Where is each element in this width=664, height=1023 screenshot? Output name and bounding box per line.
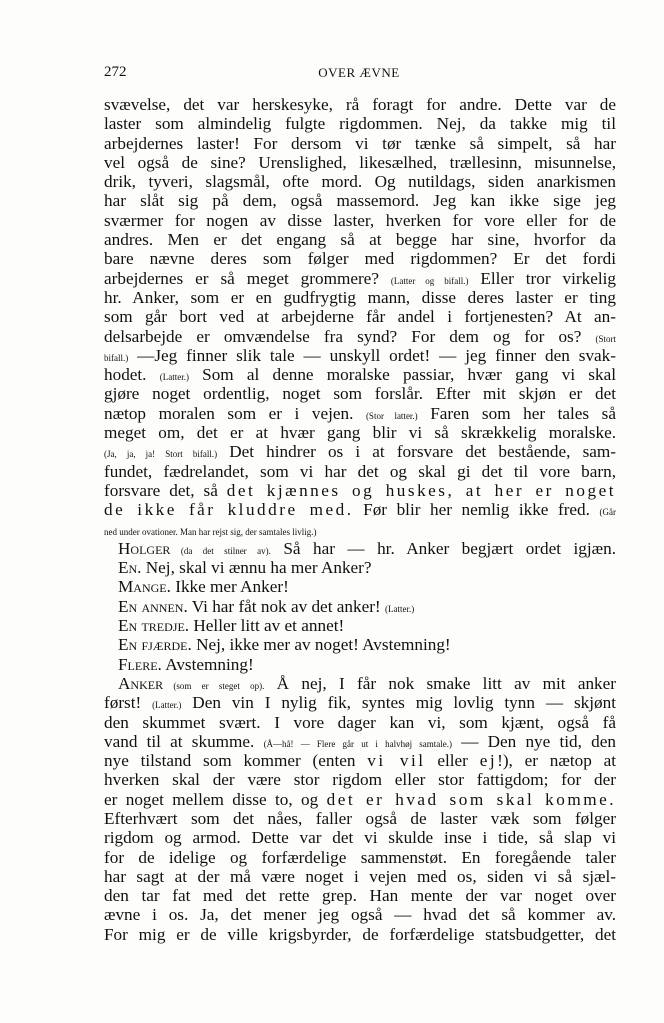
text-segment: — Den nye tid, den: [451, 731, 616, 751]
speaker-name: En tredje.: [118, 616, 190, 636]
stage-direction: (Latter.): [159, 372, 189, 383]
stage-direction: (Ja, ja, ja! Stort bifall.): [104, 449, 218, 460]
stage-direction: (som er steget op).: [163, 680, 265, 691]
text-line: [104, 616, 616, 635]
text-line: [104, 500, 616, 519]
text-line: [104, 114, 616, 133]
text-segment: Det hindrer os i at forsvare det bestående, sam-: [217, 442, 616, 462]
text-line: [104, 327, 616, 346]
page-header: [104, 64, 614, 84]
text-line: [104, 288, 616, 307]
text-segment: delsarbejde er omvændelse fra synd? For dem og for os?: [104, 326, 596, 346]
text-segment: nætop moralen som er i vejen.: [104, 403, 366, 423]
text-segment: Heller litt av et annet!: [189, 616, 345, 636]
text-line: [104, 346, 616, 365]
text-line: [104, 269, 616, 288]
text-segment: vel også de sine? Urenslighed, likesælhed, trællesinn, misunnelse,: [104, 152, 616, 172]
text-segment: det er hvad som skal komme.: [326, 789, 616, 809]
text-line: [104, 307, 616, 326]
text-line: [104, 423, 616, 442]
text-segment: vi vil: [367, 751, 426, 771]
stage-direction: (Stor latter.): [365, 410, 418, 421]
text-segment: de ikke får kluddre med.: [104, 500, 354, 520]
text-line: [104, 790, 616, 809]
stage-direction: (Går: [599, 507, 616, 518]
text-segment: andres. Men er det engang så at begge har sine, hvorfor da: [104, 230, 616, 250]
text-line: [104, 905, 616, 924]
page-number: 272: [104, 64, 127, 80]
text-line: [104, 770, 616, 789]
text-line: [104, 95, 616, 114]
stage-direction: (Latter.): [384, 603, 415, 614]
stage-direction: (Latter og bifall.): [390, 275, 469, 286]
text-segment: den skummet svært. I vore dager kan vi, som kjænt, også få: [104, 712, 616, 732]
text-segment: laster som almindelig fulgte rigdommen. Nej, da takke mig til: [104, 114, 616, 134]
text-segment: ævne i os. Ja, det mener jeg også — hvad det så kommer av.: [104, 905, 616, 925]
text-line: [104, 211, 616, 230]
text-segment: arbejdernes er så meget grommere?: [104, 268, 391, 288]
text-line: [104, 674, 616, 693]
speaker-name: Flere.: [118, 654, 162, 674]
text-segment: hverken skal der være stor rigdom eller stor fattigdom; for der: [104, 770, 616, 790]
speaker-name: En annen.: [118, 596, 188, 616]
text-line: [104, 462, 616, 481]
text-segment: nye tilstand som kommer (enten: [104, 751, 368, 771]
text-line: [104, 520, 616, 539]
text-segment: er noget mellem disse to, og: [104, 789, 327, 809]
text-segment: Så har — hr. Anker begjært ordet igjæn.: [270, 538, 616, 558]
text-line: [104, 230, 616, 249]
text-segment: har sagt at der må være noget i vejen med os, siden vi så sjæl-: [104, 866, 616, 886]
text-segment: rigdom og armod. Dette var det vi skulde inse i tide, så slap vi: [104, 828, 616, 848]
text-segment: den tar fat med det rette grep. Han mente der var noget over: [104, 886, 616, 906]
text-line: [104, 153, 616, 172]
text-segment: ej: [479, 751, 498, 771]
text-line: [104, 404, 616, 423]
text-segment: meget om, det er at hvær gang blir vi så skrækkelig moralske.: [104, 423, 616, 443]
speaker-name: Mange.: [118, 577, 171, 597]
text-line: [104, 539, 616, 558]
text-line: [104, 809, 616, 828]
text-segment: eller: [425, 751, 480, 771]
text-segment: først!: [104, 693, 153, 713]
text-line: [104, 886, 616, 905]
text-segment: Før blir her nemlig ikke fred.: [353, 500, 600, 520]
text-segment: !), er nætop at: [497, 751, 616, 771]
text-segment: hr. Anker, som er en gudfrygtig mann, disse deres laster er ting: [104, 287, 616, 307]
text-segment: gjøre noget ordentlig, noget som forslår. Efter mit skjøn er det: [104, 384, 616, 404]
text-segment: hodet.: [104, 365, 160, 385]
page-body: [104, 95, 616, 944]
text-segment: arbejdernes laster! For dersom vi tør tænke så simpelt, så har: [104, 133, 616, 153]
text-line: [104, 597, 616, 616]
text-line: [104, 693, 616, 712]
text-segment: Avstemning!: [161, 654, 254, 674]
text-line: [104, 365, 616, 384]
text-segment: det kjænnes og huskes, at her er noget: [226, 480, 616, 500]
text-segment: Efterhvært som det nåes, faller også de laster væk som følger: [104, 808, 616, 828]
text-segment: Faren som her tales så: [417, 403, 616, 423]
text-line: [104, 172, 616, 191]
stage-direction: (Stort: [595, 333, 616, 344]
text-segment: drik, tyveri, slagsmål, ofte mord. Og nutildags, siden anarkismen: [104, 172, 616, 192]
text-segment: bare nævne deres som følger med rigdommen? Er det fordi: [104, 249, 616, 269]
text-segment: Vi har fåt nok av det anker!: [187, 596, 385, 616]
stage-direction: (da det stilner av).: [170, 545, 271, 556]
speaker-name: Anker: [118, 673, 164, 693]
text-segment: Eller tror virkelig: [468, 268, 616, 288]
text-line: [104, 848, 616, 867]
text-segment: forsvare det, så: [104, 480, 227, 500]
text-segment: har slåt sig på dem, også massemord. Jeg kan ikke sige jeg: [104, 191, 616, 211]
text-line: [104, 655, 616, 674]
text-segment: som går bort ved at arbejderne får andel i fortjenesten? At an-: [104, 307, 616, 327]
text-line: [104, 442, 616, 461]
stage-direction: (Latter.): [152, 700, 182, 711]
text-line: [104, 577, 616, 596]
text-segment: sværmer for nogen av disse laster, hverken for vore eller for de: [104, 210, 616, 230]
text-segment: —Jeg finner slik tale — unskyll ordet! — jeg finner den svak-: [128, 345, 616, 365]
text-segment: Den vin I nylig fik, syntes mig lovlig tynn — skjønt: [181, 693, 616, 713]
text-line: [104, 558, 616, 577]
speaker-name: En fjærde.: [118, 635, 192, 655]
stage-direction: (Å—hå! — Flere går ut i halvhøj samtale.): [263, 738, 452, 749]
stage-direction: bifall.): [104, 352, 129, 363]
text-segment: Nej, ikke mer av noget! Avstemning!: [191, 635, 451, 655]
speaker-name: En.: [118, 558, 142, 578]
text-line: [104, 635, 616, 654]
text-line: [104, 925, 616, 944]
speaker-name: Holger: [118, 538, 171, 558]
text-segment: Ikke mer Anker!: [170, 577, 289, 597]
stage-direction: ned under ovationer. Man har rejst sig, der samtales livlig.): [104, 526, 317, 537]
text-line: [104, 828, 616, 847]
text-segment: svævelse, det var herskesyke, rå foragt for andre. Dette var de: [104, 95, 616, 114]
text-line: [104, 191, 616, 210]
text-line: [104, 732, 616, 751]
text-segment: fundet, fædrelandet, som vi har det og skal gi det til vore barn,: [104, 461, 616, 481]
text-line: [104, 481, 616, 500]
text-segment: Som al denne moralske passiar, hvær gang vi skal: [188, 365, 616, 385]
text-segment: for de idelige og forfærdelige sammenstøt. En foregående taler: [104, 847, 616, 867]
text-line: [104, 134, 616, 153]
text-segment: Nej, skal vi ænnu ha mer Anker?: [141, 558, 372, 578]
text-line: [104, 384, 616, 403]
text-line: [104, 249, 616, 268]
text-segment: For mig er de ville krigsbyrder, de forfærdelige statsbudgetter, det: [104, 924, 616, 944]
running-title: OVER ÆVNE: [318, 65, 400, 80]
text-line: [104, 867, 616, 886]
text-segment: Å nej, I får nok smake litt av mit anker: [264, 673, 616, 693]
text-segment: vand til at skumme.: [104, 731, 264, 751]
text-line: [104, 751, 616, 770]
text-line: [104, 713, 616, 732]
